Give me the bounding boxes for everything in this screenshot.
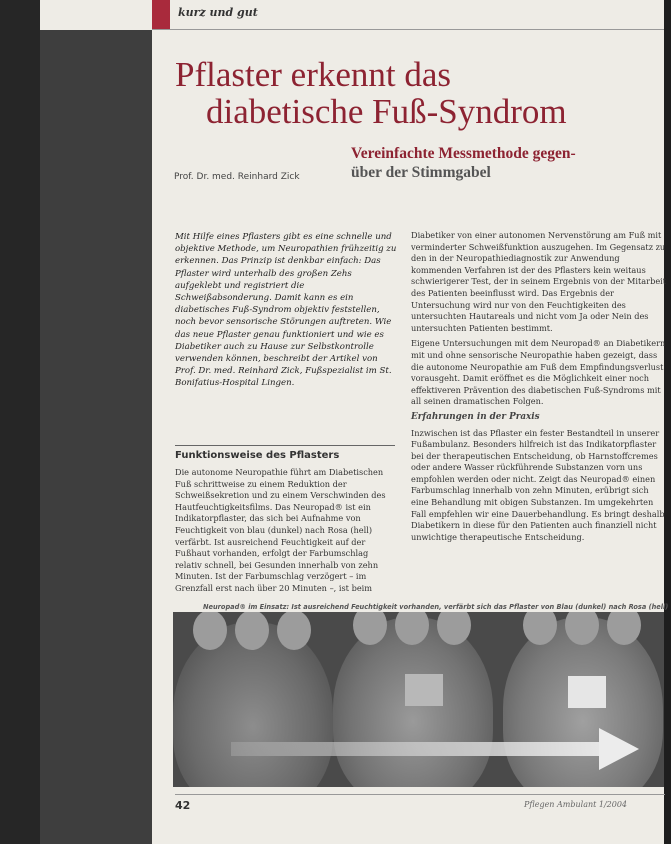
- section-heading-funktionsweise: Funktionsweise des Pflasters: [175, 445, 395, 461]
- body-paragraph: Diabetiker von einer autonomen Nervenstörung am Fuß mit verminderter Schweißfunktion auszugehen. Im Gegensatz zu den in der Neuropathiediagnostik zur Anwendung kommenden Verfahren ist der des Pflasters kein weitaus schwierigerer Test, der in seinem Ergebnis von der Mitarbeit des Patienten beeinflusst wird. Das Ergebnis der Untersuchung wird nur von den Feuchtigkeiten des untersuchten Hautareals und nicht vom Ja oder Nein des untersuchten Patienten bestimmt.: [411, 230, 667, 333]
- toe-shape: [277, 612, 311, 650]
- foot-sole-image: [173, 622, 333, 787]
- body-column-right: [411, 230, 667, 547]
- article-intro: Mit Hilfe eines Pflasters gibt es eine schnelle und objektive Methode, um Neuropathien frühzeitig zu erkennen. Das Prinzip ist denkbar einfach: Das Pflaster wird unterhalb des großen Zehs aufgeklebt und registriert die Schweißabsonderung. Damit kann es ein diabetisches Fuß-Syndrom objektiv feststellen, noch bevor sensorische Störungen auftreten. Wie das neue Pflaster genau funktioniert und wie es Diabetiker auch zu Hause zur Selbstkontrolle verwenden können, beschreibt der Artikel von Prof. Dr. med. Reinhard Zick, Fußspezialist im St. Bonifatius-Hospital Lingen.: [175, 232, 397, 389]
- indicator-patch-dark: [405, 674, 443, 706]
- article-title-line-1: Pflaster erkennt das: [175, 55, 452, 94]
- section-heading-erfahrungen: Erfahrungen in der Praxis: [411, 411, 540, 422]
- toe-shape: [607, 612, 641, 645]
- page-number: 42: [175, 799, 191, 812]
- toe-shape: [437, 612, 471, 645]
- body-paragraph: Eigene Untersuchungen mit dem Neuropad® an Diabetikern mit und ohne sensorische Neuropathie haben gezeigt, dass die autonome Neuropathie am Fuß dem Empfindungsverlust vorausgeht. Damit eröffnet es die Möglichkeit einer noch effektiveren Prävention des diabetischen Fuß-Syndroms mit all seinen dramatischen Folgen.: [411, 338, 666, 407]
- header-rule: [152, 29, 671, 30]
- body-paragraph: Die autonome Neuropathie führt am Diabetischen Fuß schrittweise zu einem Reduktion der Schweißsekretion und zu einem Verschwinden des Hautfeuchtigkeitsfilms. Das Neuropad® ist ein Indikatorpflaster, das sich bei Aufnahme von Feuchtigkeit von blau (dunkel) nach Rosa (hell) verfärbt. Ist ausreichend Feuchtigkeit auf der Fußhaut vorhanden, erfolgt der Farbumschlag relativ schnell, bei Gesunden innerhalb von zehn Minuten. Ist der Farbumschlag verzögert – im Grenzfall erst nach über 20 Minuten –, ist beim: [175, 467, 386, 593]
- indicator-patch-light: [568, 676, 606, 708]
- toe-shape: [235, 612, 269, 650]
- section-color-tab: [152, 0, 170, 30]
- article-author: Prof. Dr. med. Reinhard Zick: [174, 172, 300, 182]
- toe-shape: [523, 612, 557, 645]
- toe-shape: [353, 612, 387, 645]
- subtitle-line-1: Vereinfachte Messmethode gegen-: [351, 145, 576, 162]
- footer-rule: [175, 794, 665, 795]
- article-subtitle: [351, 144, 669, 183]
- toe-shape: [193, 612, 227, 650]
- journal-name: Pflegen Ambulant 1/2004: [524, 800, 628, 809]
- subtitle-line-2: über der Stimmgabel: [351, 164, 491, 182]
- body-column-left: [175, 467, 396, 595]
- toe-shape: [565, 612, 599, 645]
- figure-caption: Neuropad® im Einsatz: Ist ausreichend Feuchtigkeit vorhanden, verfärbt sich das Pflaster von Blau (dunkel) nach Rosa (hell): [203, 603, 669, 611]
- article-title-line-2: diabetische Fuß-Syndrom: [206, 92, 567, 131]
- binding-shadow: [0, 0, 40, 844]
- page-margin-band: [40, 30, 152, 844]
- arrow-right-icon: [599, 728, 639, 770]
- foot-photo: [173, 612, 664, 787]
- toe-shape: [395, 612, 429, 645]
- progress-arrow-shaft: [231, 742, 601, 756]
- section-label: kurz und gut: [178, 6, 258, 19]
- body-paragraph: Inzwischen ist das Pflaster ein fester Bestandteil in unserer Fußambulanz. Besonders hilfreich ist das Indikatorpflaster bei der therapeutischen Entscheidung, ob Harnstoffcremes oder andere Wasser rückführende Substanzen vorn uns empfohlen werden oder nicht. Zeigt das Neuropad® einen Farbumschlag innerhalb von zehn Minuten, erübrigt sich eine Behandlung mit obigen Substanzen. Im umgekehrten Fall empfehlen wir eine Dauerbehandlung. Es bringt deshalb Diabetikern in diese für den Patienten auch finanziell nicht unwichtige therapeutische Entscheidung.: [411, 427, 665, 542]
